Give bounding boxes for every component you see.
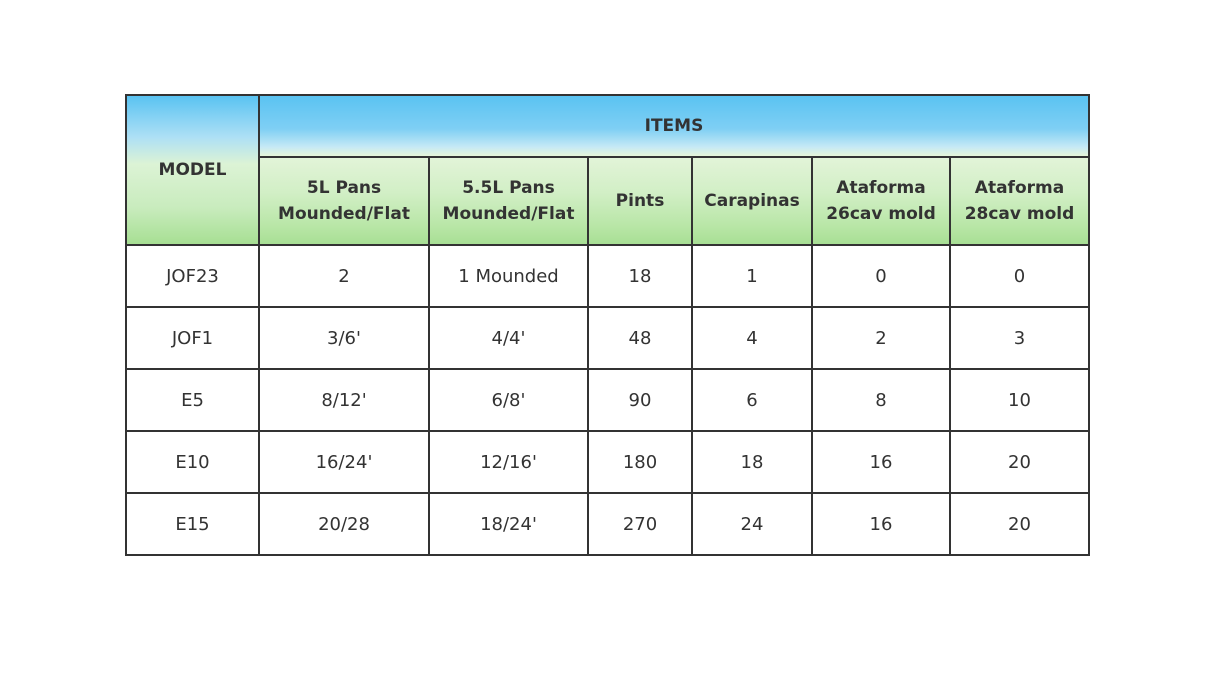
column-header-5l-pans: 5L Pans Mounded/Flat [259,157,429,245]
group-header-row [126,95,1089,157]
table-cell: 16 [812,431,950,493]
column-header-ataforma-26cav: Ataforma 26cav mold [812,157,950,245]
table-cell: 180 [588,431,692,493]
table-cell: 18 [588,245,692,307]
table-cell: 20 [950,493,1089,555]
table-cell: 18 [692,431,812,493]
table-cell: 1 Mounded [429,245,588,307]
column-header-ataforma-28cav: Ataforma 28cav mold [950,157,1089,245]
table-cell: 24 [692,493,812,555]
table-cell: 6 [692,369,812,431]
model-cell: E15 [126,493,259,555]
table-cell: 16 [812,493,950,555]
table-cell: 18/24' [429,493,588,555]
table-cell: 2 [259,245,429,307]
table-cell: 4/4' [429,307,588,369]
table-row [126,369,1089,431]
table-cell: 8/12' [259,369,429,431]
model-cell: JOF1 [126,307,259,369]
table-cell: 0 [950,245,1089,307]
table-cell: 6/8' [429,369,588,431]
table-cell: 3/6' [259,307,429,369]
model-items-table [125,94,1090,556]
table-cell: 90 [588,369,692,431]
column-header-pints: Pints [588,157,692,245]
column-header-5-5l-pans: 5.5L Pans Mounded/Flat [429,157,588,245]
model-cell: JOF23 [126,245,259,307]
model-column-header: MODEL [126,95,259,245]
table-cell: 10 [950,369,1089,431]
table-row [126,493,1089,555]
table-cell: 0 [812,245,950,307]
table-cell: 3 [950,307,1089,369]
model-cell: E10 [126,431,259,493]
table-cell: 1 [692,245,812,307]
column-header-row [126,157,1089,245]
table-cell: 20/28 [259,493,429,555]
table-row [126,245,1089,307]
table-cell: 16/24' [259,431,429,493]
table-cell: 4 [692,307,812,369]
items-group-header: ITEMS [259,95,1089,157]
column-header-carapinas: Carapinas [692,157,812,245]
table-cell: 20 [950,431,1089,493]
table-cell: 12/16' [429,431,588,493]
model-cell: E5 [126,369,259,431]
table-cell: 48 [588,307,692,369]
table-cell: 270 [588,493,692,555]
table-row [126,431,1089,493]
table-cell: 8 [812,369,950,431]
table-row [126,307,1089,369]
table-cell: 2 [812,307,950,369]
